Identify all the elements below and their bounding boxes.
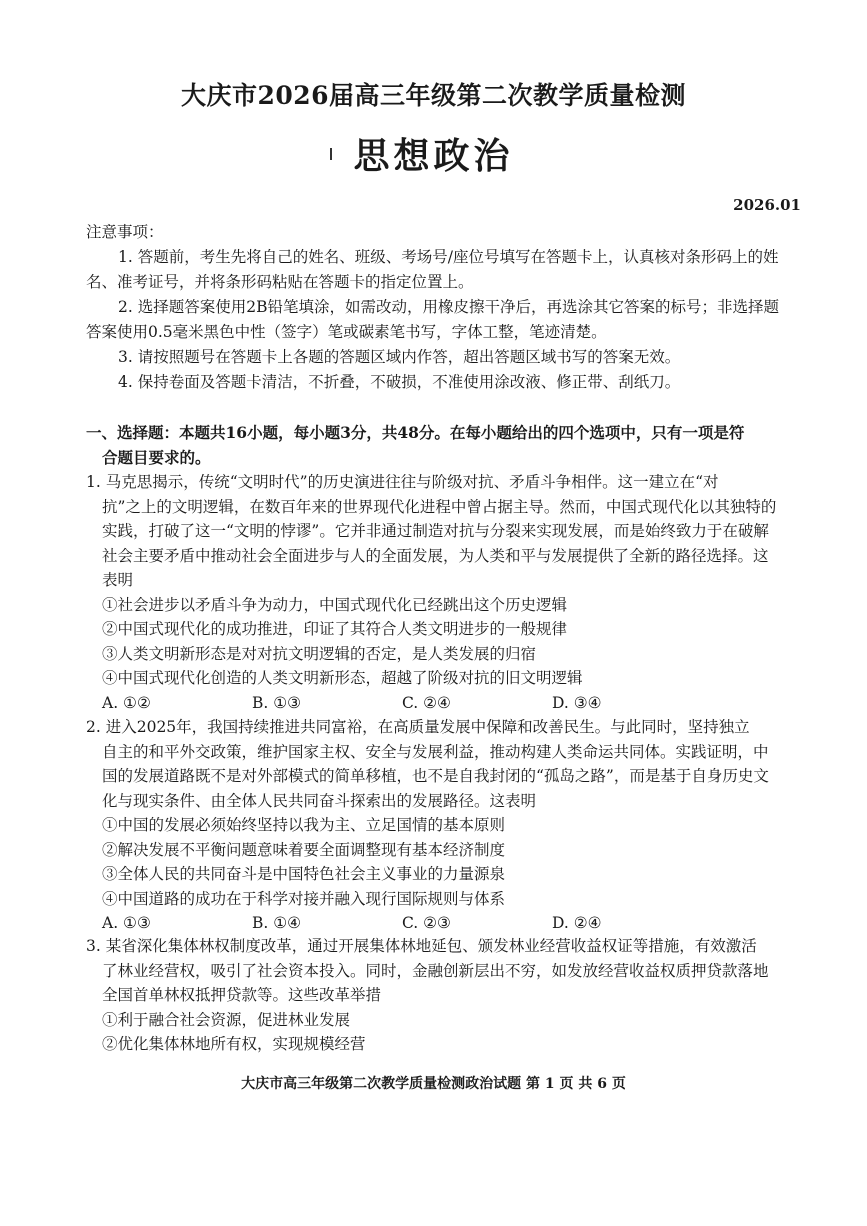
choice-b: B. ①④ <box>252 914 302 932</box>
statement-option: ①社会进步以矛盾斗争为动力，中国式现代化已经跳出这个历史逻辑 <box>102 595 568 614</box>
statement-option: ②优化集体林地所有权，实现规模经营 <box>102 1035 366 1053</box>
choice-d: D. ②④ <box>552 914 602 932</box>
question-stem: 3. 某省深化集体林权制度改革，通过开展集体林地延包、颁发林业经营收益权证等措施，有效激活 <box>86 937 757 955</box>
section-line: 一、选择题：本题共16小题，每小题3分，共48分。在每小题给出的四个选项中，只有一项是符 <box>86 423 745 442</box>
statement-option: ③人类文明新形态是对对抗文明逻辑的否定，是人类发展的归宿 <box>102 644 537 663</box>
instruction-item: 2. 选择题答案使用2B铅笔填涂，如需改动，用橡皮擦干净后，再选涂其它答案的标号；非选择题答案使用0.5毫米黑色中性（签字）笔或碳素笔书写，字体工整，笔迹清楚。 <box>86 298 779 341</box>
instruction-item: 1. 答题前，考生先将自己的姓名、班级、考场号/座位号填写在答题卡上，认真核对条形码上的姓名、准考证号，并将条形码粘贴在答题卡的指定位置上。 <box>86 248 779 291</box>
question-stem: 2. 进入2025年，我国持续推进共同富裕，在高质量发展中保障和改善民生。与此同时，坚持独立 <box>86 718 750 736</box>
question-stem-cont: 自主的和平外交政策，维护国家主权、安全与发展利益，推动构建人类命运共同体。实践证明，中国的发展道路既不是对外部模式的简单移植，也不是自我封闭的“孤岛之路”，而是基于自身历史文化与现实条件、由全体人民共同奋斗探索出的发展路径。这表明 <box>102 742 769 810</box>
section-heading <box>86 420 786 470</box>
statement-option: ②中国式现代化的成功推进，印证了其符合人类文明进步的一般规律 <box>102 620 568 638</box>
answer-choices <box>86 911 782 936</box>
choice-d: D. ③④ <box>552 693 602 712</box>
choice-a: A. ①③ <box>102 914 151 932</box>
statement-option: ①利于融合社会资源，促进林业发展 <box>102 1010 351 1029</box>
choice-b: B. ①③ <box>252 693 302 712</box>
section-line: 合题目要求的。 <box>102 448 211 467</box>
choice-c: C. ②③ <box>402 914 451 932</box>
instruction-item: 4. 保持卷面及答题卡清洁，不折叠，不破损，不准使用涂改液、修正带、刮纸刀。 <box>118 373 681 391</box>
question-2 <box>86 715 782 936</box>
statement-option: ③全体人民的共同奋斗是中国特色社会主义事业的力量源泉 <box>102 865 506 883</box>
choice-c: C. ②④ <box>402 693 451 712</box>
choice-a: A. ①② <box>102 693 151 712</box>
statement-option: ④中国式现代化创造的人类文明新形态，超越了阶级对抗的旧文明逻辑 <box>102 669 583 687</box>
exam-title: 大庆市2026届高三年级第二次教学质量检测 <box>180 81 687 110</box>
exam-date: 2026.01 <box>733 196 801 214</box>
question-3 <box>86 934 782 1057</box>
instruction-item: 3. 请按照题号在答题卡上各题的答题区域内作答，超出答题区域书写的答案无效。 <box>118 348 681 366</box>
subject-title: 思想政治 <box>353 135 514 177</box>
answer-choices <box>86 691 782 716</box>
instructions <box>86 220 782 395</box>
statement-option: ①中国的发展必须始终坚持以我为主、立足国情的基本原则 <box>102 816 506 834</box>
statement-option: ②解决发展不平衡问题意味着要全面调整现有基本经济制度 <box>102 840 506 859</box>
question-stem-cont: 抗”之上的文明逻辑，在数百年来的世界现代化进程中曾占据主导。然而，中国式现代化以其独特的实践，打破了这一“文明的悖谬”。它并非通过制造对抗与分裂来实现发展，而是始终致力于在破解社会主要矛盾中推动社会全面进步与人的全面发展，为人类和平与发展提供了全新的路径选择。这表明 <box>102 497 777 589</box>
question-stem-cont: 了林业经营权，吸引了社会资本投入。同时，金融创新层出不穷，如发放经营收益权质押贷款落地全国首单林权抵押贷款等。这些改革举措 <box>102 961 769 1004</box>
question-stem: 1. 马克思揭示，传统“文明时代”的历史演进往往与阶级对抗、矛盾斗争相伴。这一建立在“对 <box>86 473 719 491</box>
instructions-heading: 注意事项： <box>86 223 164 241</box>
question-1 <box>86 470 782 715</box>
statement-option: ④中国道路的成功在于科学对接并融入现行国际规则与体系 <box>102 889 506 908</box>
page-footer: 大庆市高三年级第二次教学质量检测政治试题 第 1 页 共 6 页 <box>241 1076 626 1092</box>
